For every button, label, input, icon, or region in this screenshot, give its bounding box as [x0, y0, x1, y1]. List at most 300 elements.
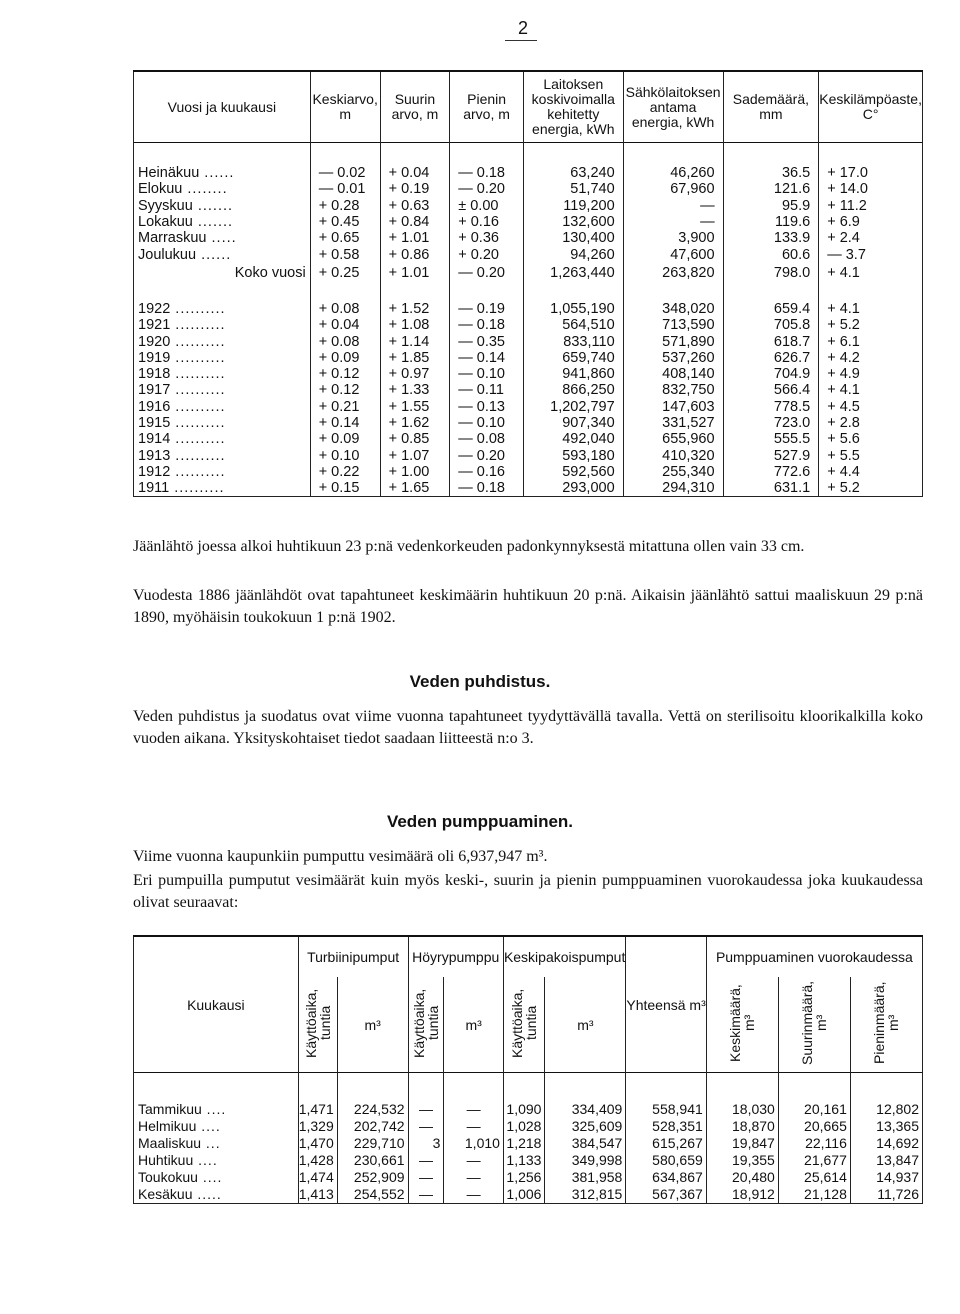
- cell-hh: —: [408, 1169, 444, 1186]
- cell-mean: + 0.12: [310, 382, 380, 398]
- spacer-cell: [450, 143, 524, 166]
- spacer-cell: [523, 283, 623, 301]
- header-max: Suurin arvo, m: [380, 71, 450, 143]
- cell-temp: + 2.8: [819, 415, 923, 431]
- leader-dots: ..........: [170, 431, 226, 448]
- header-turbine-hours: Käyttöaika, tuntia: [298, 977, 337, 1073]
- cell-tm: 230,661: [337, 1152, 408, 1169]
- header-steam-pump: Höyrypumppu: [408, 936, 503, 977]
- cell-avg: 19,355: [706, 1152, 778, 1169]
- cell-mean: + 0.22: [310, 464, 380, 480]
- cell-max: + 1.08: [380, 317, 450, 333]
- cell-km: 325,609: [545, 1118, 626, 1135]
- cell-elec: 147,603: [623, 399, 723, 415]
- table-row: [134, 464, 923, 480]
- cell-avg: 20,480: [706, 1169, 778, 1186]
- cell-rain: 60.6: [723, 246, 819, 262]
- cell-temp: + 2.4: [819, 230, 923, 246]
- cell-max: + 0.85: [380, 431, 450, 447]
- cell-min: + 0.16: [450, 214, 524, 230]
- cell-temp: + 14.0: [819, 181, 923, 197]
- cell-th: 1,470: [298, 1135, 337, 1152]
- cell-rain: 527.9: [723, 447, 819, 463]
- cell-min: — 0.35: [450, 333, 524, 349]
- header-daily-max: Suurinmäärä, m³: [778, 977, 850, 1073]
- spacer-cell: [450, 283, 524, 301]
- cell-min: + 0.20: [450, 246, 524, 262]
- table-row: [134, 333, 923, 349]
- cell-min: — 0.20: [450, 181, 524, 197]
- cell-mean: + 0.04: [310, 317, 380, 333]
- cell-rain: 704.9: [723, 366, 819, 382]
- spacer-cell: [310, 283, 380, 301]
- cell-kh: 1,218: [503, 1135, 545, 1152]
- leader-dots: ......: [196, 246, 232, 263]
- cell-own: 1,202,797: [523, 399, 623, 415]
- cell-tot: 558,941: [626, 1101, 706, 1118]
- leader-dots: ..........: [170, 382, 226, 399]
- spacer-cell: [706, 1073, 778, 1102]
- cell-min: 14,692: [850, 1135, 922, 1152]
- leader-dots: .....: [206, 230, 237, 247]
- cell-rain: 798.0: [723, 263, 819, 283]
- row-label: 1920 ..........: [134, 333, 311, 349]
- header-own-energy: Laitoksen koskivoimalla kehitetty energia, kWh: [523, 71, 623, 143]
- cell-own: 119,200: [523, 198, 623, 214]
- cell-kh: 1,028: [503, 1118, 545, 1135]
- cell-min: — 0.10: [450, 415, 524, 431]
- row-label: 1914 ..........: [134, 431, 311, 447]
- cell-elec: 255,340: [623, 464, 723, 480]
- cell-elec: 294,310: [623, 480, 723, 497]
- cell-min: — 0.18: [450, 165, 524, 181]
- row-label: Tammikuu ....: [134, 1101, 299, 1118]
- cell-rain: 119.6: [723, 214, 819, 230]
- spacer-row: [134, 283, 923, 301]
- row-label: Syyskuu .......: [134, 198, 311, 214]
- cell-own: 659,740: [523, 350, 623, 366]
- cell-min: — 0.20: [450, 447, 524, 463]
- cell-tm: 254,552: [337, 1186, 408, 1204]
- cell-own: 1,055,190: [523, 301, 623, 317]
- cell-elec: 713,590: [623, 317, 723, 333]
- spacer-cell: [723, 143, 819, 166]
- header-daily-min: Pieninmäärä, m³: [850, 977, 922, 1073]
- cell-elec: 46,260: [623, 165, 723, 181]
- cell-min: — 0.11: [450, 382, 524, 398]
- cell-hm: —: [444, 1118, 504, 1135]
- cell-own: 130,400: [523, 230, 623, 246]
- cell-tm: 252,909: [337, 1169, 408, 1186]
- cell-tot: 615,267: [626, 1135, 706, 1152]
- row-label: 1912 ..........: [134, 464, 311, 480]
- cell-mean: + 0.12: [310, 366, 380, 382]
- cell-km: 381,958: [545, 1169, 626, 1186]
- row-label: 1921 ..........: [134, 317, 311, 333]
- cell-th: 1,428: [298, 1152, 337, 1169]
- cell-tm: 224,532: [337, 1101, 408, 1118]
- table-row: [134, 399, 923, 415]
- cell-mean: — 0.02: [310, 165, 380, 181]
- row-label: Toukokuu ....: [134, 1169, 299, 1186]
- cell-max: + 1.33: [380, 382, 450, 398]
- cell-max: + 1.65: [380, 480, 450, 497]
- row-label: Marraskuu .....: [134, 230, 311, 246]
- cell-max: 20,665: [778, 1118, 850, 1135]
- header-turbine-pumps: Turbiinipumput: [298, 936, 408, 977]
- leader-dots: ..........: [170, 398, 226, 415]
- cell-rain: 555.5: [723, 431, 819, 447]
- cell-min: 11,726: [850, 1186, 922, 1204]
- cell-max: 20,161: [778, 1101, 850, 1118]
- header-steam-hours: Käyttöaika, tuntia: [408, 977, 444, 1073]
- cell-mean: + 0.09: [310, 431, 380, 447]
- cell-elec: 263,820: [623, 263, 723, 283]
- leader-dots: ......: [199, 165, 235, 182]
- spacer-cell: [408, 1073, 444, 1102]
- cell-tm: 202,742: [337, 1118, 408, 1135]
- cell-min: — 0.10: [450, 366, 524, 382]
- spacer-cell: [623, 143, 723, 166]
- spacer-cell: [723, 283, 819, 301]
- header-daily-pumping: Pumppuaminen vuorokaudessa: [706, 936, 922, 977]
- leader-dots: .......: [192, 197, 234, 214]
- cell-mean: + 0.58: [310, 246, 380, 262]
- table-row: [134, 1135, 923, 1152]
- table-row: [134, 1118, 923, 1135]
- cell-own: 907,340: [523, 415, 623, 431]
- table-row: [134, 214, 923, 230]
- cell-max: + 0.97: [380, 366, 450, 382]
- header-mean: Keskiarvo, m: [310, 71, 380, 143]
- cell-tot: 580,659: [626, 1152, 706, 1169]
- spacer-cell: [380, 283, 450, 301]
- cell-min: — 0.20: [450, 263, 524, 283]
- cell-own: 592,560: [523, 464, 623, 480]
- leader-dots: ..........: [170, 463, 226, 480]
- water-level-table: [133, 70, 923, 497]
- spacer-cell: [134, 1073, 299, 1102]
- cell-kh: 1,006: [503, 1186, 545, 1204]
- table-row: [134, 366, 923, 382]
- leader-dots: ....: [201, 1101, 227, 1117]
- row-label: 1913 ..........: [134, 447, 311, 463]
- cell-min: — 0.18: [450, 480, 524, 497]
- table-row: [134, 1152, 923, 1169]
- header-min: Pienin arvo, m: [450, 71, 524, 143]
- cell-own: 941,860: [523, 366, 623, 382]
- header-steam-m3: m³: [444, 977, 504, 1073]
- cell-mean: + 0.09: [310, 350, 380, 366]
- cell-kh: 1,090: [503, 1101, 545, 1118]
- cell-elec: 410,320: [623, 447, 723, 463]
- cell-rain: 36.5: [723, 165, 819, 181]
- cell-hh: —: [408, 1118, 444, 1135]
- cell-own: 63,240: [523, 165, 623, 181]
- leader-dots: ....: [197, 1169, 223, 1185]
- pumping-table: [133, 935, 923, 1204]
- table-row: [134, 246, 923, 262]
- paragraph-pump-intro: Eri pumpuilla pumputut vesimäärät kuin myös keski-, suurin ja pienin pumppuaminen vuorokaudessa joka kuukaudessa olivat seuraavat:: [133, 872, 923, 911]
- cell-temp: + 4.4: [819, 464, 923, 480]
- row-label: Lokakuu .......: [134, 214, 311, 230]
- spacer-cell: [626, 1073, 706, 1102]
- paragraph-ice-breakup: Jäänlähtö joessa alkoi huhtikuun 23 p:nä vedenkorkeuden padonkynnyksestä mitattuna ollen vain 33 cm.: [133, 538, 805, 555]
- header-temperature: Keskilämpöaste, C°: [819, 71, 923, 143]
- row-label: 1917 ..........: [134, 382, 311, 398]
- cell-kh: 1,133: [503, 1152, 545, 1169]
- cell-rain: 778.5: [723, 399, 819, 415]
- header-rainfall: Sademäärä, mm: [723, 71, 819, 143]
- header-daily-avg: Keskimäärä, m³: [706, 977, 778, 1073]
- cell-max: + 1.62: [380, 415, 450, 431]
- cell-km: 334,409: [545, 1101, 626, 1118]
- cell-mean: + 0.14: [310, 415, 380, 431]
- row-label: Joulukuu ......: [134, 246, 311, 262]
- leader-dots: ..........: [170, 300, 226, 317]
- cell-own: 593,180: [523, 447, 623, 463]
- cell-mean: + 0.08: [310, 301, 380, 317]
- cell-elec: 3,900: [623, 230, 723, 246]
- spacer-cell: [819, 283, 923, 301]
- row-label: 1915 ..........: [134, 415, 311, 431]
- cell-max: 25,614: [778, 1169, 850, 1186]
- cell-hh: 3: [408, 1135, 444, 1152]
- cell-own: 492,040: [523, 431, 623, 447]
- header-centrifugal-pumps: Keskipakoispumput: [503, 936, 625, 977]
- cell-elec: 832,750: [623, 382, 723, 398]
- leader-dots: ..........: [170, 317, 226, 334]
- heading-water-pumping: Veden pumppuaminen.: [386, 812, 574, 831]
- cell-rain: 95.9: [723, 198, 819, 214]
- row-label: Heinäkuu ......: [134, 165, 311, 181]
- cell-max: + 0.19: [380, 181, 450, 197]
- cell-own: 833,110: [523, 333, 623, 349]
- table-row: [134, 431, 923, 447]
- cell-min: — 0.14: [450, 350, 524, 366]
- page-number: 2: [518, 18, 529, 38]
- cell-rain: 659.4: [723, 301, 819, 317]
- cell-temp: + 4.5: [819, 399, 923, 415]
- cell-temp: + 6.9: [819, 214, 923, 230]
- cell-elec: —: [623, 214, 723, 230]
- cell-hm: —: [444, 1101, 504, 1118]
- header-turbine-m3: m³: [337, 977, 408, 1073]
- leader-dots: ...: [201, 1135, 221, 1151]
- cell-temp: + 5.6: [819, 431, 923, 447]
- table-row: [134, 263, 923, 283]
- cell-max: + 1.07: [380, 447, 450, 463]
- cell-own: 132,600: [523, 214, 623, 230]
- cell-hh: —: [408, 1186, 444, 1204]
- cell-elec: 331,527: [623, 415, 723, 431]
- cell-elec: —: [623, 198, 723, 214]
- cell-max: + 1.55: [380, 399, 450, 415]
- cell-min: — 0.18: [450, 317, 524, 333]
- cell-elec: 348,020: [623, 301, 723, 317]
- cell-max: + 1.52: [380, 301, 450, 317]
- header-year-month: Vuosi ja kuukausi: [134, 71, 311, 143]
- cell-elec: 47,600: [623, 246, 723, 262]
- table-row: [134, 165, 923, 181]
- cell-avg: 18,912: [706, 1186, 778, 1204]
- cell-temp: + 4.1: [819, 301, 923, 317]
- spacer-cell: [134, 283, 311, 301]
- cell-tot: 567,367: [626, 1186, 706, 1204]
- cell-rain: 121.6: [723, 181, 819, 197]
- cell-rain: 705.8: [723, 317, 819, 333]
- leader-dots: .....: [192, 1186, 222, 1202]
- cell-kh: 1,256: [503, 1169, 545, 1186]
- row-label: 1911 ..........: [134, 480, 311, 497]
- cell-th: 1,329: [298, 1118, 337, 1135]
- row-label: Helmikuu ....: [134, 1118, 299, 1135]
- cell-mean: + 0.21: [310, 399, 380, 415]
- table-row: [134, 1101, 923, 1118]
- row-label: Kesäkuu .....: [134, 1186, 299, 1204]
- cell-max: + 1.85: [380, 350, 450, 366]
- cell-avg: 18,870: [706, 1118, 778, 1135]
- row-label: Koko vuosi: [134, 263, 311, 283]
- cell-rain: 618.7: [723, 333, 819, 349]
- cell-th: 1,413: [298, 1186, 337, 1204]
- table-row: [134, 350, 923, 366]
- cell-tot: 528,351: [626, 1118, 706, 1135]
- spacer-cell: [134, 143, 311, 166]
- spacer-cell: [444, 1073, 504, 1102]
- spacer-cell: [380, 143, 450, 166]
- leader-dots: ....: [193, 1152, 218, 1168]
- cell-km: 384,547: [545, 1135, 626, 1152]
- cell-min: — 0.19: [450, 301, 524, 317]
- cell-avg: 18,030: [706, 1101, 778, 1118]
- cell-rain: 133.9: [723, 230, 819, 246]
- leader-dots: ....: [196, 1118, 221, 1134]
- spacer-cell: [503, 1073, 545, 1102]
- cell-temp: + 5.2: [819, 480, 923, 497]
- cell-temp: — 3.7: [819, 246, 923, 262]
- cell-temp: + 11.2: [819, 198, 923, 214]
- cell-temp: + 4.2: [819, 350, 923, 366]
- row-label: 1916 ..........: [134, 399, 311, 415]
- row-label: 1919 ..........: [134, 350, 311, 366]
- cell-temp: + 4.1: [819, 263, 923, 283]
- spacer-row: [134, 143, 923, 166]
- spacer-cell: [623, 283, 723, 301]
- spacer-cell: [310, 143, 380, 166]
- cell-max: + 1.14: [380, 333, 450, 349]
- cell-elec: 537,260: [623, 350, 723, 366]
- leader-dots: .......: [192, 214, 234, 231]
- cell-elec: 571,890: [623, 333, 723, 349]
- cell-mean: + 0.08: [310, 333, 380, 349]
- cell-own: 1,263,440: [523, 263, 623, 283]
- table-row: [134, 181, 923, 197]
- cell-elec: 67,960: [623, 181, 723, 197]
- cell-mean: + 0.25: [310, 263, 380, 283]
- cell-min: + 0.36: [450, 230, 524, 246]
- cell-mean: + 0.45: [310, 214, 380, 230]
- cell-tm: 229,710: [337, 1135, 408, 1152]
- spacer-cell: [545, 1073, 626, 1102]
- cell-own: 293,000: [523, 480, 623, 497]
- cell-hh: —: [408, 1101, 444, 1118]
- leader-dots: ..........: [170, 415, 226, 431]
- table-row: [134, 301, 923, 317]
- table-row: [134, 447, 923, 463]
- cell-temp: + 5.2: [819, 317, 923, 333]
- cell-mean: + 0.15: [310, 480, 380, 497]
- page-number-rule: [505, 40, 537, 41]
- table-row: [134, 382, 923, 398]
- cell-elec: 655,960: [623, 431, 723, 447]
- cell-max: + 0.84: [380, 214, 450, 230]
- paragraph-pumped-total: Viime vuonna kaupunkiin pumputtu vesimäärä oli 6,937,947 m³.: [133, 848, 548, 865]
- cell-mean: + 0.65: [310, 230, 380, 246]
- cell-hh: —: [408, 1152, 444, 1169]
- cell-avg: 19,847: [706, 1135, 778, 1152]
- cell-temp: + 17.0: [819, 165, 923, 181]
- cell-max: + 0.63: [380, 198, 450, 214]
- cell-temp: + 4.9: [819, 366, 923, 382]
- cell-max: + 1.01: [380, 230, 450, 246]
- cell-mean: + 0.28: [310, 198, 380, 214]
- row-label: 1918 ..........: [134, 366, 311, 382]
- cell-max: 22,116: [778, 1135, 850, 1152]
- header-centrifugal-m3: m³: [545, 977, 626, 1073]
- leader-dots: ..........: [170, 366, 226, 383]
- row-label: Elokuu ........: [134, 181, 311, 197]
- table-row: [134, 198, 923, 214]
- cell-th: 1,474: [298, 1169, 337, 1186]
- cell-max: 21,128: [778, 1186, 850, 1204]
- cell-km: 349,998: [545, 1152, 626, 1169]
- heading-water-purification: Veden puhdistus.: [409, 672, 551, 691]
- row-label: Maaliskuu ...: [134, 1135, 299, 1152]
- cell-mean: + 0.10: [310, 447, 380, 463]
- cell-min: ± 0.00: [450, 198, 524, 214]
- cell-km: 312,815: [545, 1186, 626, 1204]
- table-row: [134, 1186, 923, 1204]
- spacer-cell: [778, 1073, 850, 1102]
- cell-min: 14,937: [850, 1169, 922, 1186]
- header-electric-energy: Sähkölaitoksen antama energia, kWh: [623, 71, 723, 143]
- cell-min: 13,847: [850, 1152, 922, 1169]
- cell-own: 94,260: [523, 246, 623, 262]
- leader-dots: ........: [182, 181, 228, 198]
- cell-own: 866,250: [523, 382, 623, 398]
- cell-max: 21,677: [778, 1152, 850, 1169]
- cell-rain: 631.1: [723, 480, 819, 497]
- cell-rain: 566.4: [723, 382, 819, 398]
- cell-rain: 772.6: [723, 464, 819, 480]
- table-row: [134, 1169, 923, 1186]
- cell-rain: 626.7: [723, 350, 819, 366]
- cell-min: — 0.16: [450, 464, 524, 480]
- cell-rain: 723.0: [723, 415, 819, 431]
- spacer-cell: [298, 1073, 337, 1102]
- cell-hm: —: [444, 1169, 504, 1186]
- cell-min: 12,802: [850, 1101, 922, 1118]
- cell-temp: + 6.1: [819, 333, 923, 349]
- leader-dots: ..........: [170, 349, 226, 366]
- cell-min: 13,365: [850, 1118, 922, 1135]
- cell-min: — 0.08: [450, 431, 524, 447]
- header-total: Yhteensä m³: [626, 936, 706, 1073]
- cell-max: + 0.04: [380, 165, 450, 181]
- cell-hm: —: [444, 1152, 504, 1169]
- spacer-cell: [523, 143, 623, 166]
